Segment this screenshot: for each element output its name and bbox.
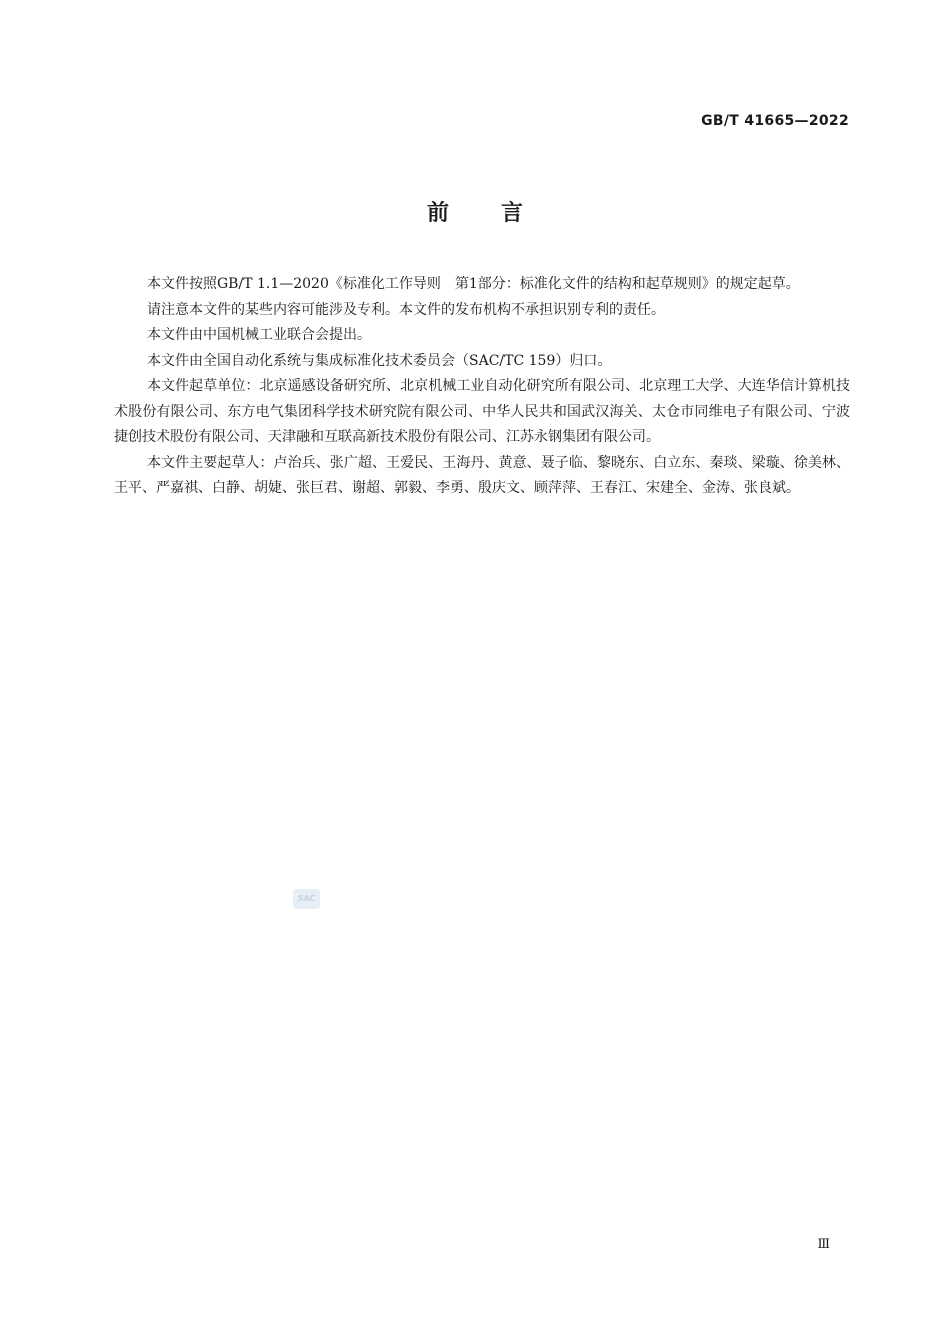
page-number: Ⅲ bbox=[817, 1237, 830, 1252]
foreword-body bbox=[114, 272, 850, 502]
paragraph-proposer: 本文件由中国机械工业联合会提出。 bbox=[147, 327, 371, 343]
paragraph-drafting-rules: 本文件按照GB/T 1.1—2020《标准化工作导则 第1部分：标准化文件的结构和起草规则》的规定起草。 bbox=[147, 276, 800, 292]
paragraph-main-drafters: 本文件主要起草人：卢治兵、张广超、王爱民、王海丹、黄意、聂子临、黎晓东、白立东、秦琰、梁璇、徐美林、王平、严嘉祺、白静、胡婕、张巨君、谢超、郭毅、李勇、殷庆文、顾萍萍、王春江、宋建全、金涛、张良斌。 bbox=[114, 454, 850, 496]
standard-number: GB/T 41665—2022 bbox=[701, 113, 849, 129]
page-title: 前言 bbox=[426, 201, 575, 226]
paragraph-patent-notice: 请注意本文件的某些内容可能涉及专利。本文件的发布机构不承担识别专利的责任。 bbox=[147, 301, 665, 318]
sac-watermark-logo: SAC bbox=[293, 889, 320, 909]
paragraph-drafting-units: 本文件起草单位：北京遥感设备研究所、北京机械工业自动化研究所有限公司、北京理工大学、大连华信计算机技术股份有限公司、东方电气集团科学技术研究院有限公司、中华人民共和国武汉海关、太仓市同维电子有限公司、宁波捷创技术股份有限公司、天津融和互联高新技术股份有限公司、江苏永钢集团有限公司。 bbox=[114, 378, 850, 445]
paragraph-technical-committee: 本文件由全国自动化系统与集成标准化技术委员会（SAC/TC 159）归口。 bbox=[147, 352, 612, 369]
